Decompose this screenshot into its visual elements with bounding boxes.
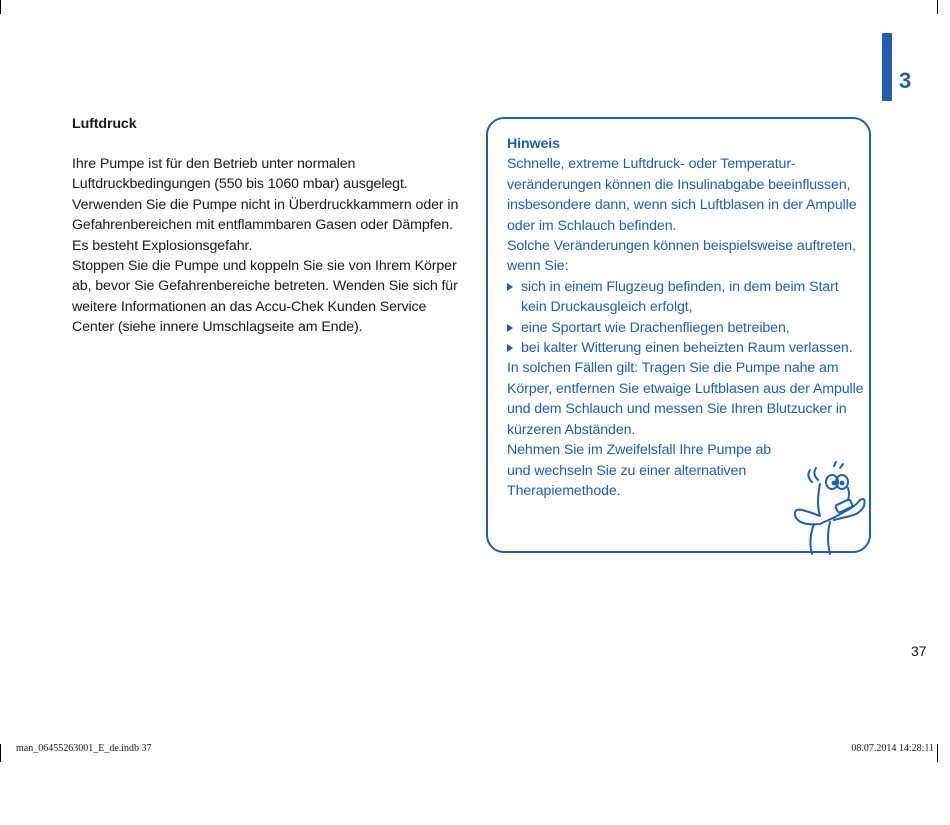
note-advice: In solchen Fällen gilt: Tragen Sie die Pumpe nahe am Körper, entfernen Sie etwaige Luftblasen aus der Ampulle und dem Schlauch und messen Sie Ihren Blutzucker in kürzeren Abständen. [507, 360, 864, 438]
bullet-triangle-icon [507, 344, 513, 352]
note-list [507, 277, 867, 359]
footer-file-info: man_06455263001_E_de.indb 37 [16, 743, 152, 754]
chapter-number: 3 [899, 68, 912, 93]
note-title: Hinweis [507, 136, 560, 152]
note-intro: Schnelle, extreme Luftdruck- oder Temperaturveränderungen können die Insulinabgabe beeinflussen, insbesondere dann, wenn sich Luftblasen in der Ampulle oder im Schlauch befinden. [507, 156, 857, 234]
character-reading-icon [790, 460, 870, 561]
crop-mark-top-left [0, 0, 1, 14]
paragraph: Stoppen Sie die Pumpe und koppeln Sie sie von Ihrem Körper ab, bevor Sie Gefahrenbereiche betreten. Wenden Sie sich für weitere Informationen an das Accu-Chek Kunden Service Center (siehe innere Umschlagseite am Ende). [72, 258, 458, 336]
bullet-triangle-icon [507, 283, 513, 291]
list-item: sich in einem Flugzeug befinden, in dem beim Start kein Druckausgleich erfolgt, [507, 277, 867, 318]
paragraph: Ihre Pumpe ist für den Betrieb unter normalen Luftdruckbedingungen (550 bis 1060 mbar) ausgelegt. [72, 156, 408, 193]
note-content [507, 134, 867, 501]
note-closing: Nehmen Sie im Zweifelsfall Ihre Pumpe ab und wechseln Sie zu einer alternativen Therapiemethode. [507, 442, 772, 499]
footer-timestamp: 08.07.2014 14:28:11 [851, 743, 934, 754]
crop-mark-bottom-right [937, 744, 938, 762]
crop-mark-top-right [937, 0, 938, 14]
crop-mark-bottom-left [0, 744, 1, 762]
paragraph: Verwenden Sie die Pumpe nicht in Überdruckkammern oder in Gefahrenbereichen mit entflammbaren Gasen oder Dämpfen. Es besteht Explosionsgefahr. [72, 196, 459, 254]
section-heading: Luftdruck [72, 116, 137, 132]
list-item: eine Sportart wie Drachenfliegen betreiben, [507, 318, 867, 338]
air-pressure-section [72, 114, 467, 338]
bullet-triangle-icon [507, 324, 513, 332]
note-lead: Solche Veränderungen können beispielsweise auftreten, wenn Sie: [507, 238, 856, 275]
list-item: bei kalter Witterung einen beheizten Raum verlassen. [507, 338, 867, 358]
page-number: 37 [911, 643, 927, 659]
chapter-tab [882, 33, 892, 101]
